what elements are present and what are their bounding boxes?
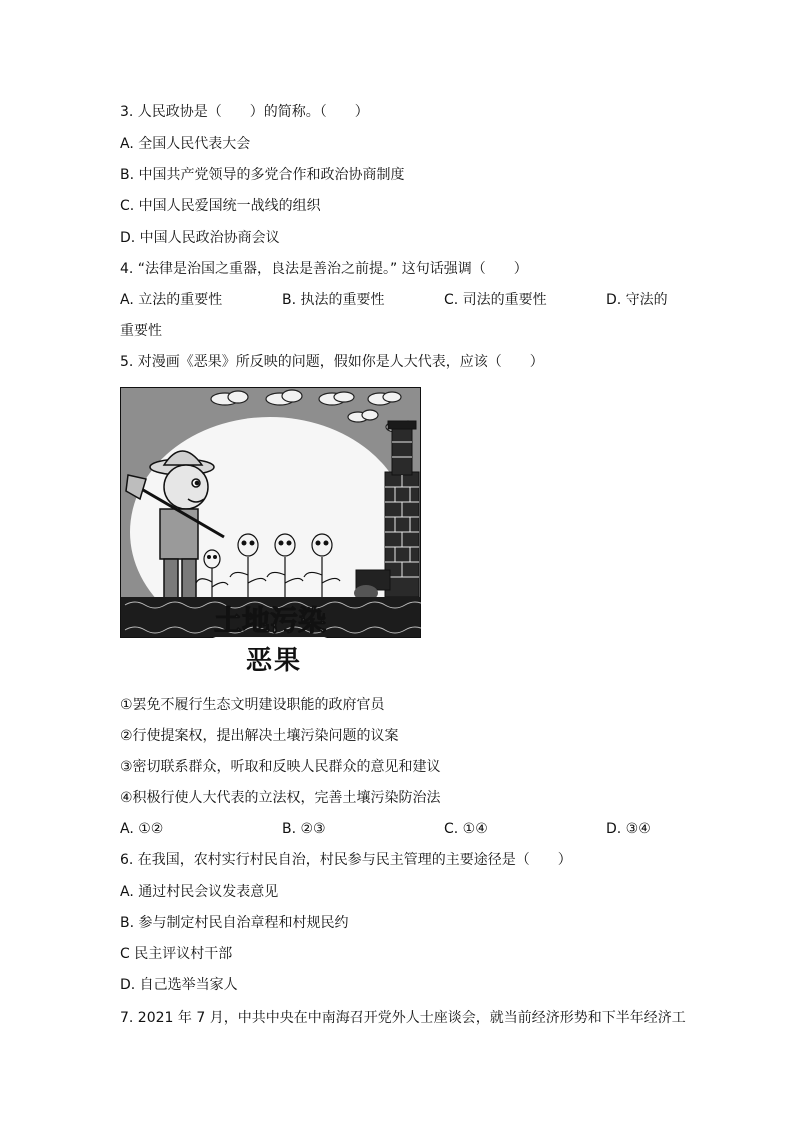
q4-option-a: A. 立法的重要性 <box>120 292 223 308</box>
q5-statement-1: ①罢免不履行生态文明建设职能的政府官员 <box>120 697 385 713</box>
cartoon-image <box>120 387 421 638</box>
q4-option-b: B. 执法的重要性 <box>282 292 385 308</box>
q5-option-d: D. ③④ <box>606 821 651 837</box>
q6-option-b: B. 参与制定村民自治章程和村规民约 <box>120 915 349 931</box>
q4-option-d: D. 守法的 <box>606 292 668 308</box>
q3-stem: 3. 人民政协是（ ）的简称。（ ） <box>120 104 369 120</box>
q3-option-a: A. 全国人民代表大会 <box>120 136 251 152</box>
q5-statement-3: ③密切联系群众，听取和反映人民群众的意见和建议 <box>120 759 441 775</box>
q3-option-b: B. 中国共产党领导的多党合作和政治协商制度 <box>120 167 405 183</box>
q6-stem: 6. 在我国，农村实行村民自治，村民参与民主管理的主要途径是（ ） <box>120 852 572 868</box>
q6-option-a: A. 通过村民会议发表意见 <box>120 884 279 900</box>
q5-option-b: B. ②③ <box>282 821 326 837</box>
q5-statement-2: ②行使提案权，提出解决土壤污染问题的议案 <box>120 728 399 744</box>
q6-option-c: C 民主评议村干部 <box>120 946 233 962</box>
q3-option-c: C. 中国人民爱国统一战线的组织 <box>120 198 321 214</box>
q4-option-d-wrap: 重要性 <box>120 323 162 339</box>
q5-stem: 5. 对漫画《恶果》所反映的问题，假如你是人大代表，应该（ ） <box>120 354 544 370</box>
q4-option-c: C. 司法的重要性 <box>444 292 547 308</box>
q6-option-d: D. 自己选举当家人 <box>120 977 238 993</box>
cartoon-banner-text: 土地污染 <box>213 604 327 637</box>
q4-stem: 4. “法律是治国之重器，良法是善治之前提。” 这句话强调（ ） <box>120 261 528 277</box>
q5-option-a: A. ①② <box>120 821 164 837</box>
q3-option-d: D. 中国人民政治协商会议 <box>120 230 280 246</box>
q7-stem: 7. 2021 年 7 月，中共中央在中南海召开党外人士座谈会，就当前经济形势和下半年经济工 <box>120 1010 686 1026</box>
q5-option-c: C. ①④ <box>444 821 488 837</box>
cartoon-caption: 恶果 <box>246 646 303 676</box>
q5-statement-4: ④积极行使人大代表的立法权，完善土壤污染防治法 <box>120 790 441 806</box>
